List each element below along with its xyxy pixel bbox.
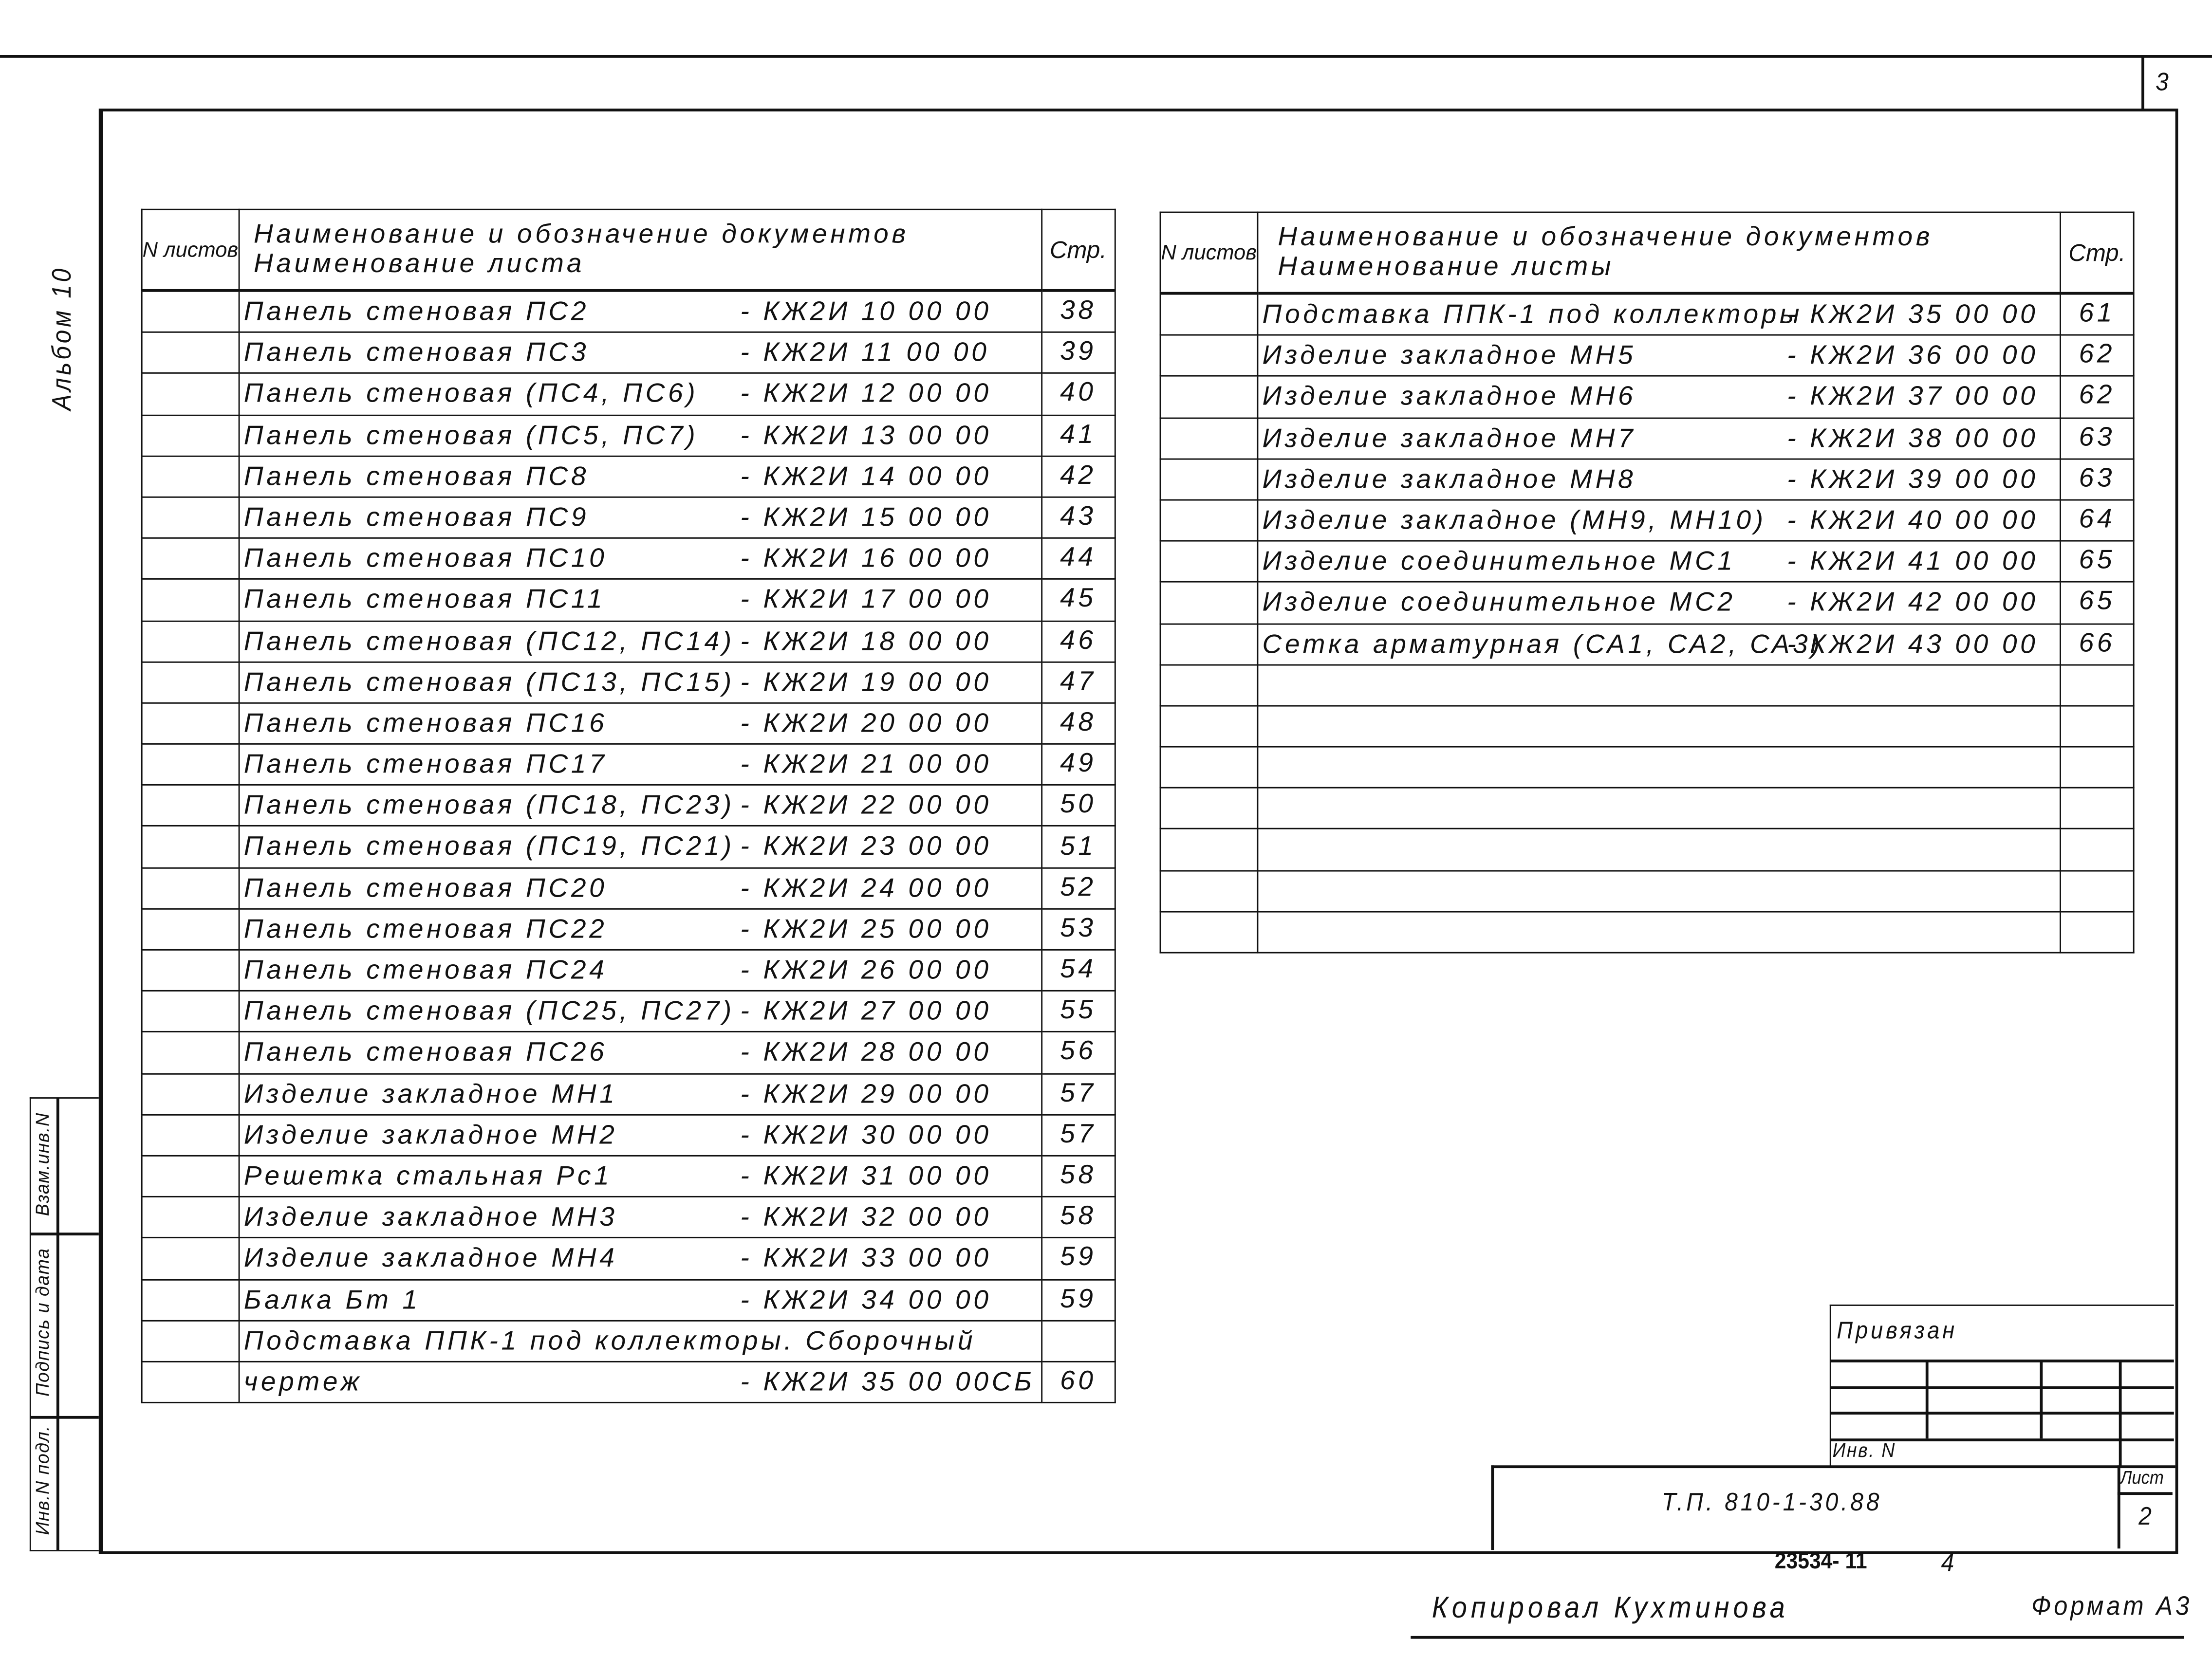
document-name: Панель стеновая ПС8 [243, 462, 590, 492]
document-code: - КЖ2И 22 00 00 [740, 791, 992, 821]
document-code: - КЖ2И 30 00 00 [740, 1121, 992, 1151]
sheet-count-cell [142, 744, 239, 786]
document-code: - КЖ2И 21 00 00 [740, 750, 992, 780]
document-cell [239, 867, 1041, 909]
document-cell [239, 1115, 1041, 1156]
header-page: Стр. [2061, 212, 2134, 294]
document-cell [239, 1032, 1041, 1073]
document-code: - КЖ2И 43 00 00 [1787, 629, 2039, 660]
header-title [1257, 212, 2060, 294]
document-cell [239, 415, 1041, 456]
page-number [2061, 747, 2134, 788]
document-cell [1257, 664, 2060, 706]
document-cell [1257, 829, 2060, 870]
document-code: - КЖ2И 35 00 00 [1787, 300, 2039, 330]
table-row [1160, 706, 2134, 747]
sheet-count-cell [1160, 788, 1257, 829]
document-cell [239, 291, 1041, 332]
table-row [1160, 870, 2134, 912]
document-name: Решетка стальная Рс1 [243, 1162, 613, 1192]
table-row [1160, 624, 2134, 665]
table-row [142, 950, 1115, 991]
sheet-count-cell [1160, 335, 1257, 377]
top-trim-line [0, 55, 2212, 58]
document-code: - КЖ2И 14 00 00 [740, 462, 992, 492]
document-code: - КЖ2И 19 00 00 [740, 668, 992, 698]
document-cell [1257, 500, 2060, 541]
table-row [142, 1073, 1115, 1115]
table-row [142, 1320, 1115, 1361]
document-name: Подставка ППК-1 под коллекторы. Сборочный [243, 1326, 976, 1357]
document-name: Панель стеновая ПС22 [243, 915, 608, 945]
table-row [1160, 459, 2134, 500]
side-stamp-replace-label: Взам.инв.N [32, 1112, 53, 1216]
page-number [1041, 1320, 1115, 1361]
page-number [2061, 706, 2134, 747]
document-name: Изделие закладное МН8 [1262, 465, 1636, 495]
table-row [142, 991, 1115, 1032]
document-cell [1257, 459, 2060, 500]
document-code: - КЖ2И 33 00 00 [740, 1244, 992, 1274]
page-number: 49 [1041, 744, 1115, 786]
document-cell [239, 1320, 1041, 1361]
sheet-count-cell [142, 497, 239, 538]
document-cell [239, 456, 1041, 497]
table-row [142, 1279, 1115, 1321]
sheet-count-cell [1160, 500, 1257, 541]
document-name: Панель стеновая (ПС13, ПС15) [243, 668, 735, 698]
document-code: - КЖ2И 39 00 00 [1787, 465, 2039, 495]
document-code: - КЖ2И 28 00 00 [740, 1038, 992, 1068]
document-code: - КЖ2И 10 00 00 [740, 297, 992, 328]
sheet-count-cell [142, 1115, 239, 1156]
table-row [1160, 500, 2134, 541]
document-name: Панель стеновая (ПС25, ПС27) [243, 997, 735, 1027]
document-code: - КЖ2И 41 00 00 [1787, 547, 2039, 577]
copy-number: 4 [1941, 1548, 1957, 1577]
page-number: 48 [1041, 703, 1115, 744]
page-number: 64 [2061, 500, 2134, 541]
document-cell [239, 785, 1041, 827]
table-row [1160, 747, 2134, 788]
page-number: 66 [2061, 624, 2134, 665]
document-name: Изделие соединительное МС2 [1262, 589, 1736, 618]
header-sheet-count: N листов [1160, 212, 1257, 294]
sheet-label-divider [2118, 1492, 2173, 1494]
table-row [142, 621, 1115, 662]
sheet-count-cell [1160, 870, 1257, 912]
sheet-count-cell [142, 621, 239, 662]
page-number: 38 [1041, 291, 1115, 332]
header-page: Стр. [1041, 209, 1115, 291]
page-number: 47 [1041, 662, 1115, 703]
sheet-column-divider [2118, 1465, 2120, 1548]
document-name: Панель стеновая ПС9 [243, 503, 590, 533]
page-number: 46 [1041, 621, 1115, 662]
document-name: Изделие закладное МН4 [243, 1244, 618, 1274]
linked-label: Привязан [1837, 1317, 1958, 1344]
sheet-count-cell [142, 456, 239, 497]
document-name: Панель стеновая (ПС19, ПС21) [243, 832, 735, 863]
document-code: - КЖ2И 12 00 00 [740, 380, 992, 410]
document-name: Балка Бт 1 [243, 1285, 421, 1315]
document-cell [1257, 582, 2060, 624]
document-name: Сетка арматурная (СА1, СА2, СА3) [1262, 629, 1823, 660]
document-code: - КЖ2И 32 00 00 [740, 1203, 992, 1233]
page-number: 44 [1041, 538, 1115, 580]
document-code: - КЖ2И 34 00 00 [740, 1285, 992, 1315]
page-number: 62 [2061, 376, 2134, 418]
page-number: 60 [1041, 1361, 1115, 1403]
sheet-count-cell [1160, 294, 1257, 335]
document-code: - КЖ2И 26 00 00 [740, 956, 992, 986]
table-row [142, 1032, 1115, 1073]
right-register-table [1160, 212, 2135, 954]
document-name: Панель стеновая ПС16 [243, 709, 608, 739]
document-cell [1257, 624, 2060, 665]
document-code: - КЖ2И 18 00 00 [740, 626, 992, 657]
document-cell [1257, 706, 2060, 747]
page-number: 53 [1041, 909, 1115, 950]
order-number: 23534- 11 [1774, 1550, 1867, 1574]
sheet-corner-number: 3 [2156, 68, 2172, 96]
table-row [142, 1361, 1115, 1403]
table-row [142, 1238, 1115, 1279]
document-cell [239, 621, 1041, 662]
table-row [1160, 788, 2134, 829]
table-row [142, 1115, 1115, 1156]
table-row [142, 1156, 1115, 1197]
document-code: Т.П. 810-1-30.88 [1662, 1488, 1882, 1516]
document-cell [239, 703, 1041, 744]
document-name: Панель стеновая (ПС5, ПС7) [243, 421, 699, 451]
header-title-line2: Наименование листы [1278, 252, 1615, 282]
document-name: Панель стеновая (ПС4, ПС6) [243, 380, 699, 410]
left-register-table [141, 209, 1116, 1403]
sheet-count-cell [142, 1156, 239, 1197]
page-number: 50 [1041, 785, 1115, 827]
document-code: - КЖ2И 11 00 00 [740, 338, 990, 368]
document-cell [239, 579, 1041, 621]
sheet-count-cell [1160, 747, 1257, 788]
table-row [142, 415, 1115, 456]
page-number: 63 [2061, 418, 2134, 459]
sheet-count-cell [142, 1320, 239, 1361]
copied-by: Копировал Кухтинова [1431, 1592, 1789, 1625]
bottom-trim-line [1411, 1636, 2184, 1638]
sheet-count-cell [142, 332, 239, 374]
album-label: Альбом 10 [48, 266, 78, 411]
table-row [1160, 294, 2134, 335]
table-row [142, 785, 1115, 827]
sheet-count-cell [142, 373, 239, 415]
page-number [2061, 788, 2134, 829]
table-row [1160, 829, 2134, 870]
document-code: - КЖ2И 17 00 00 [740, 586, 992, 616]
document-cell [1257, 376, 2060, 418]
sheet-count-cell [142, 662, 239, 703]
sheet-count-cell [1160, 459, 1257, 500]
document-name: Изделие соединительное МС1 [1262, 547, 1736, 577]
document-name: Изделие закладное МН1 [243, 1080, 618, 1109]
sheet-label: Лист [2120, 1467, 2164, 1488]
paper-format: Формат А3 [2031, 1592, 2193, 1622]
sheet-count-cell [142, 1238, 239, 1279]
document-cell [1257, 912, 2060, 953]
side-stamp-inv-label: Инв.N подл. [32, 1425, 53, 1535]
document-code: - КЖ2И 23 00 00 [740, 832, 992, 863]
document-cell [1257, 418, 2060, 459]
page-number: 55 [1041, 991, 1115, 1032]
table-row [142, 703, 1115, 744]
sheet-count-cell [1160, 624, 1257, 665]
page-number [2061, 664, 2134, 706]
sheet-count-cell [1160, 706, 1257, 747]
page-number: 58 [1041, 1197, 1115, 1238]
table-row [142, 579, 1115, 621]
document-code: - КЖ2И 27 00 00 [740, 997, 992, 1027]
table-row [1160, 664, 2134, 706]
table-row [1160, 335, 2134, 377]
sheet-count-cell [142, 1197, 239, 1238]
sheet-count-cell [142, 703, 239, 744]
sheet-count-cell [1160, 912, 1257, 953]
page-number: 56 [1041, 1032, 1115, 1073]
document-name: Панель стеновая ПС20 [243, 874, 608, 904]
page-number: 52 [1041, 867, 1115, 909]
page-number: 65 [2061, 541, 2134, 582]
document-cell [239, 827, 1041, 868]
sheet-count-cell [1160, 829, 1257, 870]
document-cell [1257, 541, 2060, 582]
document-code: - КЖ2И 42 00 00 [1787, 589, 2039, 618]
document-name: Панель стеновая ПС3 [243, 338, 590, 368]
document-code: - КЖ2И 20 00 00 [740, 709, 992, 739]
document-name: Изделие закладное МН2 [243, 1121, 618, 1151]
document-name: Панель стеновая ПС11 [243, 586, 606, 616]
document-cell [239, 332, 1041, 374]
document-cell [239, 497, 1041, 538]
table-row [142, 373, 1115, 415]
sheet-count-cell [142, 991, 239, 1032]
sheet-count-cell [142, 867, 239, 909]
page-number: 40 [1041, 373, 1115, 415]
page-number: 43 [1041, 497, 1115, 538]
header-title [239, 209, 1041, 291]
page-number [2061, 912, 2134, 953]
sheet-count-cell [142, 538, 239, 580]
document-code: - КЖ2И 40 00 00 [1787, 506, 2039, 536]
document-cell [1257, 788, 2060, 829]
document-code: - КЖ2И 13 00 00 [740, 421, 992, 451]
document-name: Панель стеновая ПС2 [243, 297, 590, 328]
table-row [142, 867, 1115, 909]
sheet-count-cell [142, 785, 239, 827]
sheet-count-cell [142, 1032, 239, 1073]
table-row [1160, 418, 2134, 459]
page-number: 42 [1041, 456, 1115, 497]
document-name: Изделие закладное МН3 [243, 1203, 618, 1233]
document-cell [239, 950, 1041, 991]
sheet-count-cell [142, 579, 239, 621]
header-title-line2: Наименование листа [253, 249, 585, 279]
table-row [142, 332, 1115, 374]
table-header [142, 209, 1115, 291]
sheet-count-cell [142, 950, 239, 991]
document-cell [239, 662, 1041, 703]
document-name: Панель стеновая ПС26 [243, 1038, 608, 1068]
side-stamp-signature-label: Подпись и дата [32, 1248, 53, 1397]
document-name: Панель стеновая ПС17 [243, 750, 608, 780]
table-row [142, 909, 1115, 950]
document-cell [239, 1073, 1041, 1115]
sheet-count-cell [142, 1361, 239, 1403]
sheet-count-cell [1160, 541, 1257, 582]
table-row [1160, 541, 2134, 582]
page-number: 59 [1041, 1279, 1115, 1321]
table-row [142, 497, 1115, 538]
sheet-count-cell [1160, 582, 1257, 624]
page-number: 45 [1041, 579, 1115, 621]
document-cell [239, 538, 1041, 580]
document-cell [239, 1279, 1041, 1321]
sheet-count-cell [1160, 376, 1257, 418]
document-name: Изделие закладное (МН9, МН10) [1262, 506, 1766, 536]
document-cell [239, 1361, 1041, 1403]
document-code: - КЖ2И 16 00 00 [740, 544, 992, 574]
inv-label: Инв. N [1832, 1438, 1896, 1461]
document-code: - КЖ2И 35 00 00СБ [740, 1368, 1035, 1398]
page-number: 39 [1041, 332, 1115, 374]
sheet-count-cell [1160, 664, 1257, 706]
table-row [142, 456, 1115, 497]
table-row [142, 1197, 1115, 1238]
document-name: Изделие закладное МН6 [1262, 383, 1636, 413]
sheet-count-cell [1160, 418, 1257, 459]
document-name: Панель стеновая (ПС12, ПС14) [243, 626, 735, 657]
document-name: чертеж [243, 1368, 363, 1398]
document-name: Подставка ППК-1 под коллекторы [1262, 300, 1803, 330]
document-cell [1257, 747, 2060, 788]
table-header [1160, 212, 2134, 294]
document-code: - КЖ2И 36 00 00 [1787, 341, 2039, 371]
page-number [2061, 829, 2134, 870]
document-cell [239, 991, 1041, 1032]
document-code: - КЖ2И 29 00 00 [740, 1080, 992, 1109]
sheet-count-cell [142, 1073, 239, 1115]
document-name: Панель стеновая (ПС18, ПС23) [243, 791, 735, 821]
corner-box-left-line [2141, 56, 2144, 110]
page-number: 62 [2061, 335, 2134, 377]
table-row [142, 662, 1115, 703]
page-number: 41 [1041, 415, 1115, 456]
header-title-line1: Наименование и обозначение документов [1278, 222, 1933, 253]
document-code: - КЖ2И 31 00 00 [740, 1162, 992, 1192]
document-code: - КЖ2И 15 00 00 [740, 503, 992, 533]
document-cell [1257, 335, 2060, 377]
page-number [2061, 870, 2134, 912]
sheet-count-cell [142, 291, 239, 332]
page-number: 57 [1041, 1115, 1115, 1156]
table-row [1160, 912, 2134, 953]
page-number: 63 [2061, 459, 2134, 500]
page-number: 51 [1041, 827, 1115, 868]
document-cell [239, 1156, 1041, 1197]
header-title-line1: Наименование и обозначение документов [253, 220, 909, 250]
table-row [142, 744, 1115, 786]
document-code: - КЖ2И 38 00 00 [1787, 423, 2039, 454]
header-sheet-count: N листов [142, 209, 239, 291]
sheet-count-cell [142, 827, 239, 868]
page-number: 65 [2061, 582, 2134, 624]
table-row [1160, 376, 2134, 418]
sheet-count-cell [142, 415, 239, 456]
sheet-number: 2 [2138, 1502, 2155, 1530]
table-row [142, 827, 1115, 868]
document-name: Панель стеновая ПС24 [243, 956, 608, 986]
page-number: 54 [1041, 950, 1115, 991]
document-code: - КЖ2И 25 00 00 [740, 915, 992, 945]
document-code: - КЖ2И 24 00 00 [740, 874, 992, 904]
table-row [142, 291, 1115, 332]
document-cell [1257, 870, 2060, 912]
page-number: 57 [1041, 1073, 1115, 1115]
page-number: 58 [1041, 1156, 1115, 1197]
document-name: Панель стеновая ПС10 [243, 544, 608, 574]
document-cell [239, 744, 1041, 786]
document-cell [1257, 294, 2060, 335]
document-cell [239, 373, 1041, 415]
page-number: 61 [2061, 294, 2134, 335]
table-row [142, 538, 1115, 580]
sheet-count-cell [142, 1279, 239, 1321]
document-cell [239, 1238, 1041, 1279]
document-name: Изделие закладное МН7 [1262, 423, 1636, 454]
page-number: 59 [1041, 1238, 1115, 1279]
document-cell [239, 1197, 1041, 1238]
document-code: - КЖ2И 37 00 00 [1787, 383, 2039, 413]
document-name: Изделие закладное МН5 [1262, 341, 1636, 371]
document-cell [239, 909, 1041, 950]
table-row [1160, 582, 2134, 624]
sheet-count-cell [142, 909, 239, 950]
